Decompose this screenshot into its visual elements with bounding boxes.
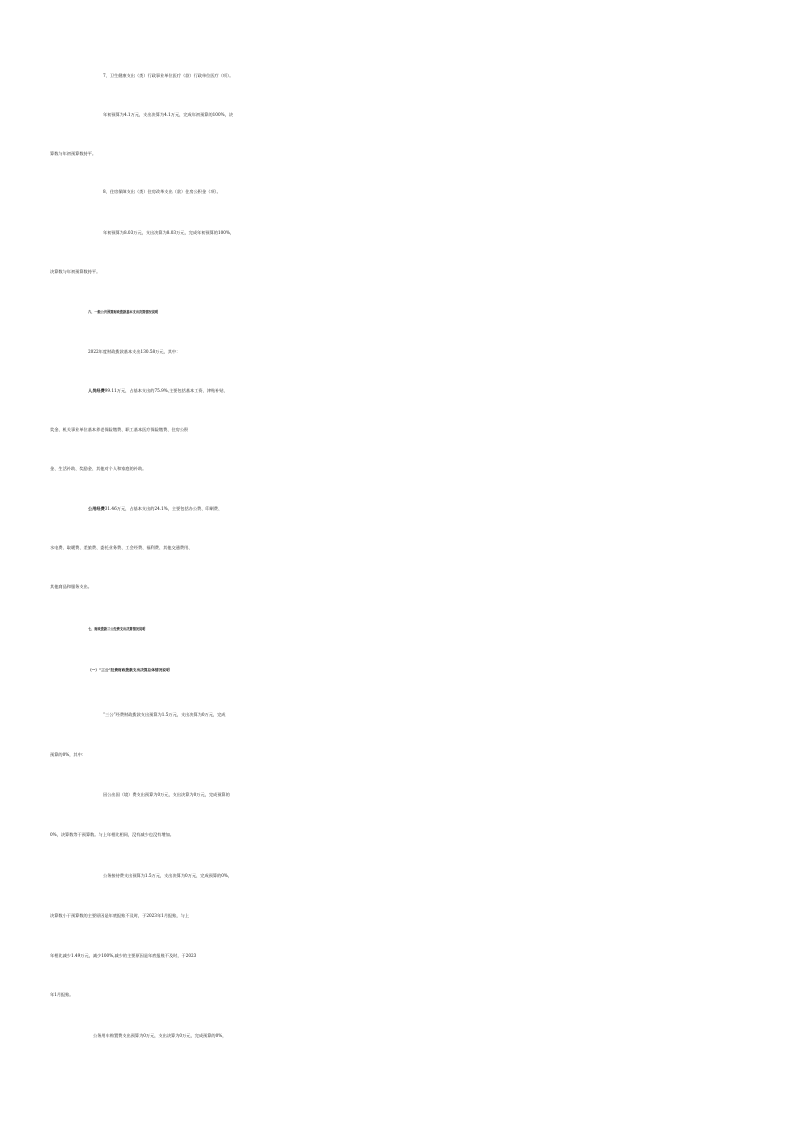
paragraph-health-heading xyxy=(103,61,793,91)
paragraph-overseas-line-2 xyxy=(50,820,793,850)
paragraph-text: 金、生活补助、奖励金、其他对个人和家庭的补助。 xyxy=(50,466,147,471)
personnel-lead-label: 人员经费 xyxy=(88,388,105,393)
paragraph-public-line-1 xyxy=(88,494,793,524)
paragraph-text: 31.46万元，占基本支出的24.1%，主要包括办公费、印刷费、 xyxy=(104,506,223,511)
paragraph-text: 水电费、取暖费、差旅费、委托业务费、工会经费、福利费、其他交通费用、 xyxy=(50,545,193,550)
subsection-heading-one xyxy=(88,655,793,685)
paragraph-text: 奖金、机关事业单位基本养老保险缴费、职工基本医疗保险缴费、住房公积 xyxy=(50,427,189,432)
paragraph-text: 因公出国（境）费支出预算为0万元，支出决算为0万元，完成预算的 xyxy=(103,792,230,797)
paragraph-vehicle-line-1 xyxy=(93,1021,793,1051)
paragraph-text: 算数与年初预算数持平。 xyxy=(50,151,97,156)
paragraph-text: 年初预算为8.03万元，支出决算为8.03万元，完成年初预算的100%， xyxy=(103,230,235,235)
paragraph-text: 公务接待费支出预算为1.5万元，支出决算为0万元，完成预算的0%， xyxy=(103,873,233,878)
section-heading-seven xyxy=(88,614,793,644)
paragraph-reception-line-4 xyxy=(50,980,793,1010)
paragraph-text: 7、卫生健康支出（类）行政事业单位医疗（款）行政单位医疗（项）。 xyxy=(103,73,234,78)
paragraph-three-public-line-2 xyxy=(50,740,793,770)
paragraph-reception-line-3 xyxy=(50,941,793,971)
heading-text: 七、财政拨款三公经费支出决算情况说明 xyxy=(88,627,146,631)
heading-text: （一）“三公”经费财政拨款支出决算总体情况说明 xyxy=(88,668,170,672)
paragraph-text: 99.11万元，占基本支出的75.9%,主要包括基本工资、津贴补贴、 xyxy=(104,388,228,393)
paragraph-personnel-line-3 xyxy=(50,454,793,484)
paragraph-housing-body-line-2 xyxy=(50,257,793,287)
paragraph-overseas-line-1 xyxy=(103,780,793,810)
paragraph-basic-expenditure xyxy=(88,337,793,367)
paragraph-text: 8、住房保障支出（类）住房改革支出（款）住房公积金（项）。 xyxy=(103,189,221,194)
paragraph-health-body-line-2 xyxy=(50,139,793,169)
paragraph-text: “三公”经费财政拨款支出预算为1.5万元，支出决算为0万元，完成 xyxy=(103,712,226,717)
section-heading-six xyxy=(88,297,793,327)
paragraph-text: 2022年度财政拨款基本支出130.58万元，其中： xyxy=(88,349,181,354)
paragraph-text: 公务用车购置费支出预算为0万元，支出决算为0万元，完成预算的0%， xyxy=(93,1033,227,1038)
paragraph-text: 年相比减少1.49万元，减少100%,减少的主要原因是年底报账不及时，于2023 xyxy=(50,953,197,958)
paragraph-text: 预算的0%，其中： xyxy=(50,752,86,757)
paragraph-personnel-line-2 xyxy=(50,415,793,445)
paragraph-health-body-line-1 xyxy=(103,100,793,130)
paragraph-text: 0%，决算数等于预算数。与上年相比相同，没有减少也没有增加。 xyxy=(50,832,174,837)
public-lead-label: 公用经费 xyxy=(88,506,105,511)
paragraph-text: 年1月报账。 xyxy=(50,992,74,997)
paragraph-reception-line-2 xyxy=(50,901,793,931)
heading-text: 六、一般公共预算财政拨款基本支出决算情况说明 xyxy=(88,310,159,314)
paragraph-public-line-3 xyxy=(50,572,793,602)
paragraph-text: 决算数与年初预算数持平。 xyxy=(50,269,101,274)
paragraph-public-line-2 xyxy=(50,533,793,563)
paragraph-reception-line-1 xyxy=(103,861,793,891)
paragraph-housing-body-line-1 xyxy=(103,218,793,248)
paragraph-housing-heading xyxy=(103,177,793,207)
paragraph-text: 决算数小于预算数的主要原因是年底报账不及时，于2023年1月报账，与上 xyxy=(50,913,189,918)
paragraph-three-public-line-1 xyxy=(103,700,793,730)
paragraph-personnel-line-1 xyxy=(88,376,793,406)
paragraph-text: 年初预算为4.1万元，支出决算为4.1万元，完成年初预算的100%，决 xyxy=(103,112,233,117)
paragraph-text: 其他商品和服务支出。 xyxy=(50,584,92,589)
